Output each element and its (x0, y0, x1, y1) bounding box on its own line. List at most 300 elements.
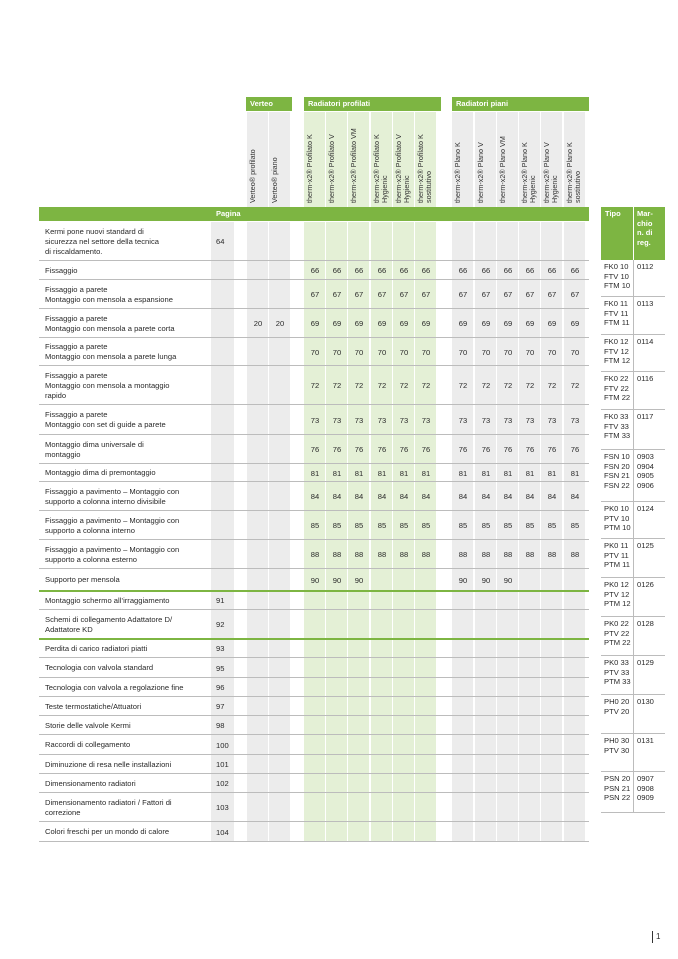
row-label-text (45, 721, 131, 731)
value-cell (541, 639, 563, 658)
tipo-col-divider (633, 260, 634, 297)
row-page (212, 309, 234, 338)
tipo-type: FTV 12 (604, 346, 629, 356)
value-cell (541, 716, 563, 735)
column-header (566, 142, 582, 203)
value-cell (247, 793, 269, 822)
tipo-reg (637, 541, 654, 551)
row-label-text (45, 740, 130, 750)
tipo-types (604, 412, 630, 441)
value-cell (304, 610, 326, 639)
value-cell (564, 222, 586, 261)
value-cell: 69 (503, 319, 513, 328)
tipo-reg-number: 0131 (637, 736, 654, 745)
value-cell (371, 678, 393, 697)
marchio-header (633, 207, 634, 260)
page-number: 1 (656, 932, 661, 941)
tipo-reg-number: 0128 (637, 619, 654, 628)
value-cell (564, 735, 586, 755)
value-cell (415, 658, 437, 678)
row-label-line: supporto a colonna esterno (45, 554, 138, 564)
row-label-text (45, 266, 78, 276)
value-cell: 85 (458, 521, 468, 530)
tipo-reg-number: 0909 (637, 793, 654, 803)
value-cell: 70 (547, 347, 557, 357)
value-cell (348, 735, 370, 755)
tipo-reg (637, 774, 654, 803)
tipo-type: FK0 11 (604, 299, 628, 308)
value-cell (541, 222, 563, 261)
tipo-types (604, 262, 630, 291)
row-label-text (45, 702, 141, 712)
row-label-text (45, 683, 183, 693)
row-label-line: Fissaggio a parete (45, 342, 108, 351)
value-cell (247, 405, 269, 435)
value-cell: 69 (525, 319, 535, 328)
value-cell (269, 435, 291, 464)
column-header-line: therm-x2® Plano V (542, 142, 551, 203)
value-cell: 81 (310, 468, 320, 478)
row-label-line: Dimensionamento radiatori / Fattori di (45, 797, 172, 807)
value-cell: 73 (377, 415, 387, 425)
tipo-type: PTV 22 (604, 628, 630, 638)
value-cell (247, 716, 269, 735)
value-cell (304, 697, 326, 716)
tipo-type: PTM 33 (604, 677, 631, 687)
value-cell (519, 678, 541, 697)
value-cell (348, 822, 370, 842)
value-cell (415, 610, 437, 639)
value-cell (269, 716, 291, 735)
row-label-text (45, 371, 170, 401)
tipo-reg (637, 658, 654, 668)
row-label-line: Raccordi di collegamento (45, 740, 131, 749)
value-cell (371, 639, 393, 658)
value-cell: 66 (399, 266, 409, 275)
tipo-types (604, 337, 630, 366)
value-cell (326, 639, 348, 658)
tipo-type: PTM 22 (604, 638, 631, 648)
value-cell: 88 (458, 550, 468, 559)
value-cell: 76 (354, 445, 364, 454)
row-label-text (45, 644, 147, 654)
value-cell: 85 (570, 521, 580, 530)
column-header-line: therm-x2® Plano K (565, 142, 574, 203)
value-cell: 88 (377, 550, 387, 559)
value-cell (247, 540, 269, 569)
row-label (39, 822, 211, 842)
tipo-reg-number: 0114 (637, 337, 654, 346)
column-header-line: therm-x2® Profilato K (416, 134, 425, 203)
value-cell (371, 793, 393, 822)
row-page: 92 (216, 620, 225, 629)
row-label-line: Montaggio dima di premontaggio (45, 468, 156, 477)
value-cell: 85 (421, 521, 431, 530)
tipo-col-divider (633, 656, 634, 695)
value-cell: 84 (547, 492, 557, 501)
value-cell (475, 697, 497, 716)
tipo-reg-number: 0903 (637, 452, 654, 461)
tipo-type: PK0 11 (604, 541, 629, 550)
value-cell (393, 610, 415, 639)
row-label-text (45, 545, 179, 565)
value-cell (519, 610, 541, 639)
row-label (39, 366, 211, 405)
value-cell (564, 793, 586, 822)
tipo-types (604, 541, 630, 570)
tipo-reg (637, 374, 653, 384)
value-cell: 88 (547, 550, 557, 559)
column-header (249, 149, 257, 203)
row-page (212, 405, 234, 435)
tipo-reg-number: 0112 (637, 262, 654, 271)
column-header-line: therm-x2® Plano K (520, 142, 529, 203)
value-cell (348, 774, 370, 793)
value-cell: 90 (458, 575, 468, 585)
value-cell: 66 (570, 266, 580, 275)
row-label-text (45, 487, 179, 507)
value-cell (348, 793, 370, 822)
value-cell (326, 735, 348, 755)
value-cell: 72 (399, 381, 409, 390)
value-cell (371, 591, 393, 610)
value-cell (452, 735, 474, 755)
value-cell (497, 716, 519, 735)
row-label (39, 793, 211, 822)
value-cell (475, 793, 497, 822)
tipo-type: PTM 11 (604, 560, 631, 570)
value-cell (564, 569, 586, 591)
value-cell (247, 774, 269, 793)
tipo-types (604, 697, 629, 716)
column-header-line: therm-x2® Plano K (453, 142, 462, 203)
tipo-type: FSN 22 (604, 480, 630, 490)
row-label (39, 735, 211, 755)
row-label-line: Kermi pone nuovi standard di (45, 226, 144, 236)
tipo-col-divider (633, 695, 634, 734)
value-cell: 84 (570, 492, 580, 501)
value-cell (269, 755, 291, 774)
value-cell (497, 822, 519, 842)
row-page: 95 (216, 663, 225, 673)
row-page: 93 (216, 644, 225, 653)
value-cell: 67 (458, 290, 468, 299)
value-cell: 88 (570, 550, 580, 559)
value-cell: 84 (332, 492, 342, 501)
value-cell (475, 678, 497, 697)
row-label-line: sicurezza nel settore della tecnica (45, 236, 159, 246)
value-cell (415, 639, 437, 658)
value-cell: 20 (253, 319, 263, 328)
row-label (39, 540, 211, 569)
value-cell (393, 222, 415, 261)
column-header-line: Hygienic (528, 175, 537, 203)
value-cell (415, 716, 437, 735)
value-cell (348, 716, 370, 735)
value-cell (415, 222, 437, 261)
row-label-line: Montaggio schermo all’irraggiamento (45, 595, 170, 605)
value-cell: 85 (547, 521, 557, 530)
row-separator (39, 841, 589, 842)
value-cell (541, 610, 563, 639)
value-cell (269, 261, 291, 280)
row-label-line: supporto a colonna interno divisibile (45, 496, 166, 506)
value-cell (269, 678, 291, 697)
value-cell (519, 569, 541, 591)
value-cell: 70 (399, 347, 409, 357)
tipo-col-divider (633, 335, 634, 372)
row-label (39, 511, 211, 540)
value-cell: 88 (332, 550, 342, 559)
tipo-reg-number: 0908 (637, 783, 654, 793)
value-cell (415, 697, 437, 716)
value-cell (475, 658, 497, 678)
marchio-header-text (637, 209, 653, 247)
row-label-line: Montaggio con mensola a montaggio (45, 380, 170, 390)
value-cell (541, 658, 563, 678)
value-cell: 72 (421, 381, 431, 390)
tipo-reg (637, 299, 653, 309)
value-cell (247, 735, 269, 755)
value-cell (304, 793, 326, 822)
value-cell (452, 678, 474, 697)
value-cell (326, 822, 348, 842)
tipo-types (604, 619, 631, 648)
value-cell: 73 (458, 415, 468, 425)
row-page (212, 540, 234, 569)
value-cell: 72 (525, 381, 535, 390)
row-label-text (45, 227, 159, 257)
tipo-type: PK0 12 (604, 580, 629, 589)
value-cell (452, 774, 474, 793)
row-label-text (45, 440, 144, 460)
value-cell (475, 735, 497, 755)
group-radiatori-piani: Radiatori piani (452, 97, 589, 111)
row-label-text (45, 596, 170, 606)
value-cell: 88 (310, 550, 320, 559)
tipo-type: FSN 20 (604, 461, 630, 471)
value-cell (519, 822, 541, 842)
row-label (39, 697, 211, 716)
tipo-reg (637, 504, 654, 514)
value-cell: 67 (421, 290, 431, 299)
value-cell (564, 678, 586, 697)
value-cell (452, 716, 474, 735)
value-cell: 88 (481, 550, 491, 559)
row-label-line: Supporto per mensola (45, 575, 120, 584)
row-label-line: Colori freschi per un mondo di calore (45, 827, 170, 836)
tipo-reg-number: 0907 (637, 774, 654, 783)
value-cell: 73 (481, 415, 491, 425)
value-cell (564, 658, 586, 678)
value-cell (269, 464, 291, 482)
tipo-type: FTM 11 (604, 318, 630, 328)
row-label-text (45, 314, 175, 334)
tipo-type: FTV 22 (604, 383, 629, 393)
value-cell (452, 610, 474, 639)
value-cell: 67 (310, 290, 320, 299)
value-cell: 84 (310, 492, 320, 501)
value-cell (326, 716, 348, 735)
tipo-type: FK0 33 (604, 412, 629, 421)
value-cell (269, 366, 291, 405)
tipo-col-divider (633, 450, 634, 502)
tipo-type: PTV 33 (604, 667, 630, 677)
row-page: 98 (216, 721, 225, 730)
value-cell: 72 (503, 381, 513, 390)
value-cell (247, 261, 269, 280)
tipo-type: FK0 22 (604, 374, 629, 383)
value-cell (269, 793, 291, 822)
group-verteo: Verteo (246, 97, 292, 111)
value-cell (452, 755, 474, 774)
row-page (212, 280, 234, 309)
row-label-text (45, 827, 169, 837)
value-cell: 85 (354, 521, 364, 530)
value-cell (304, 774, 326, 793)
tipo-reg-number: 0904 (637, 461, 654, 471)
value-cell: 76 (421, 445, 431, 454)
value-cell (247, 569, 269, 591)
value-cell (497, 222, 519, 261)
value-cell (393, 716, 415, 735)
column-header (477, 142, 485, 203)
column-header (395, 134, 411, 203)
value-cell (541, 755, 563, 774)
row-label (39, 405, 211, 435)
value-cell: 69 (399, 319, 409, 328)
row-label-line: montaggio (45, 449, 81, 459)
value-cell (497, 591, 519, 610)
value-cell: 69 (547, 319, 557, 328)
value-cell: 84 (481, 492, 491, 501)
value-cell (269, 405, 291, 435)
row-page (212, 366, 234, 405)
tipo-type: PK0 10 (604, 504, 629, 513)
row-label (39, 261, 211, 280)
value-cell: 72 (547, 381, 557, 390)
value-cell (326, 222, 348, 261)
value-cell (371, 569, 393, 591)
value-cell (269, 540, 291, 569)
row-label (39, 678, 211, 697)
value-cell (475, 639, 497, 658)
value-cell (269, 822, 291, 842)
value-cell: 66 (503, 266, 513, 275)
value-cell (452, 658, 474, 678)
value-cell: 72 (570, 381, 580, 390)
tipo-reg (637, 337, 653, 347)
value-cell: 84 (377, 492, 387, 501)
value-cell (415, 793, 437, 822)
value-cell (519, 222, 541, 261)
tipo-reg (637, 412, 653, 422)
value-cell: 70 (503, 347, 513, 357)
value-cell: 70 (421, 347, 431, 357)
value-cell: 85 (481, 521, 491, 530)
tipo-type: PTV 12 (604, 589, 630, 599)
row-label-line: rapido (45, 390, 67, 400)
value-cell (269, 774, 291, 793)
tipo-separator (601, 812, 665, 813)
column-header (499, 136, 507, 203)
value-cell (519, 639, 541, 658)
value-cell (452, 222, 474, 261)
value-cell (415, 774, 437, 793)
value-cell (247, 482, 269, 511)
value-cell (519, 735, 541, 755)
value-cell (247, 658, 269, 678)
value-cell (304, 755, 326, 774)
value-cell: 90 (354, 575, 364, 585)
value-cell (497, 793, 519, 822)
value-cell: 69 (354, 319, 364, 328)
value-cell (541, 735, 563, 755)
column-header-line: sostitutivo (573, 171, 582, 203)
value-cell (564, 610, 586, 639)
column-header (521, 142, 537, 203)
value-cell: 70 (377, 347, 387, 357)
value-cell: 88 (421, 550, 431, 559)
value-cell: 85 (332, 521, 342, 530)
row-page: 101 (216, 760, 229, 769)
value-cell: 66 (310, 266, 320, 275)
value-cell (497, 755, 519, 774)
row-label-text (45, 663, 153, 673)
value-cell (475, 222, 497, 261)
value-cell (452, 639, 474, 658)
value-cell: 85 (377, 521, 387, 530)
value-cell (519, 755, 541, 774)
value-cell: 76 (503, 445, 513, 454)
column-header-line: Verteo® profilato (248, 149, 257, 203)
row-page: 102 (216, 779, 229, 788)
tipo-reg-number: 0117 (637, 412, 654, 421)
value-cell (326, 591, 348, 610)
row-page: 91 (216, 596, 225, 605)
value-cell (348, 591, 370, 610)
value-cell: 84 (503, 492, 513, 501)
tipo-col-divider (633, 578, 634, 617)
value-cell: 88 (354, 550, 364, 559)
value-cell (247, 697, 269, 716)
row-label-text (45, 779, 136, 789)
page-number-divider (652, 931, 653, 943)
tipo-type: PTM 10 (604, 523, 631, 533)
value-cell: 69 (421, 319, 431, 328)
value-cell: 67 (399, 290, 409, 299)
row-label (39, 464, 211, 482)
tipo-reg (637, 452, 654, 490)
tipo-type: PTV 11 (604, 550, 629, 560)
value-cell: 85 (310, 521, 320, 530)
value-cell (247, 366, 269, 405)
value-cell: 67 (377, 290, 387, 299)
value-cell: 81 (377, 468, 387, 478)
tipo-types (604, 736, 629, 755)
value-cell: 81 (547, 468, 557, 478)
column-header-line: therm-x2® Profilato V (394, 134, 403, 203)
row-label-line: Dimensionamento radiatori (45, 778, 136, 788)
value-cell: 73 (503, 415, 513, 425)
row-page (212, 569, 234, 591)
value-cell (393, 658, 415, 678)
row-label-line: Fissaggio a pavimento – Montaggio con (45, 515, 180, 525)
tipo-reg-number: 0906 (637, 480, 654, 490)
value-cell: 73 (310, 415, 320, 425)
row-label-line: di riscaldamento. (45, 246, 103, 256)
row-page: 97 (216, 702, 225, 711)
